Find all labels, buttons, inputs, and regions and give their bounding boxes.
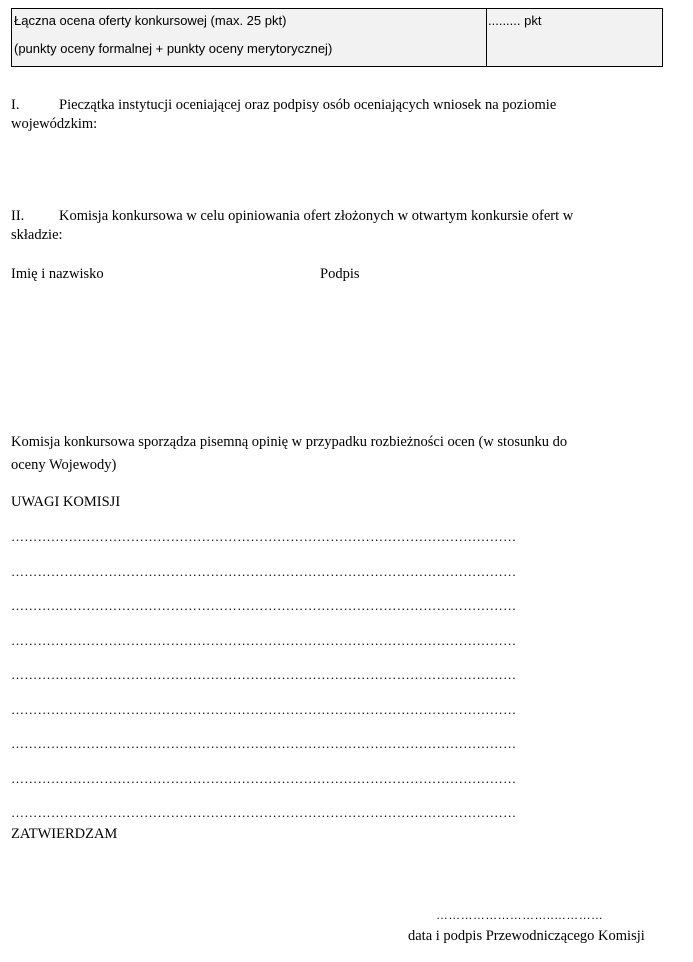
column-name-label: Imię i nazwisko [11, 266, 104, 282]
remarks-line: …………………………………………………………………………………………………… [11, 806, 517, 820]
section-2-text: Komisja konkursowa w celu opiniowania ofert złożonych w otwartym konkursie ofert w [59, 208, 574, 224]
approval-heading: ZATWIERDZAM [11, 826, 118, 842]
section-1-line1 [11, 97, 556, 114]
signature-dotted-line: ………………………..………… [436, 908, 604, 922]
table-divider [486, 9, 487, 66]
remarks-line: …………………………………………………………………………………………………… [11, 771, 517, 786]
section-1-line2: wojewódzkim: [11, 116, 98, 132]
score-label-line2: (punkty oceny formalnej + punkty oceny merytorycznej) [14, 41, 333, 56]
opinion-line1: Komisja konkursowa sporządza pisemną opinię w przypadku rozbieżności ocen (w stosunku do [11, 434, 568, 450]
remarks-line: …………………………………………………………………………………………………… [11, 599, 517, 613]
section-2-line2: składzie: [11, 227, 63, 243]
remarks-line: …………………………………………………………………………………………………… [11, 737, 517, 751]
remarks-line: …………………………………………………………………………………………………… [11, 564, 517, 579]
remarks-line: …………………………………………………………………………………………………… [11, 668, 517, 682]
column-signature-label: Podpis [320, 266, 360, 282]
signature-caption: data i podpis Przewodniczącego Komisji [408, 928, 645, 944]
section-1-text: Pieczątka instytucji oceniającej oraz podpisy osób oceniających wniosek na poziomie [59, 97, 557, 113]
remarks-line: …………………………………………………………………………………………………… [11, 530, 517, 544]
score-label-line1: Łączna ocena oferty konkursowej (max. 25 pkt) [14, 13, 287, 28]
score-value: ......... pkt [488, 13, 542, 28]
opinion-line2: oceny Wojewody) [11, 457, 117, 473]
remarks-line: …………………………………………………………………………………………………… [11, 633, 517, 648]
section-2-number: II. [11, 208, 25, 224]
remarks-line: …………………………………………………………………………………………………… [11, 702, 517, 717]
section-2-line1 [11, 208, 573, 225]
remarks-heading: UWAGI KOMISJI [11, 494, 121, 510]
section-1-number: I. [11, 97, 20, 113]
score-table [11, 8, 663, 67]
